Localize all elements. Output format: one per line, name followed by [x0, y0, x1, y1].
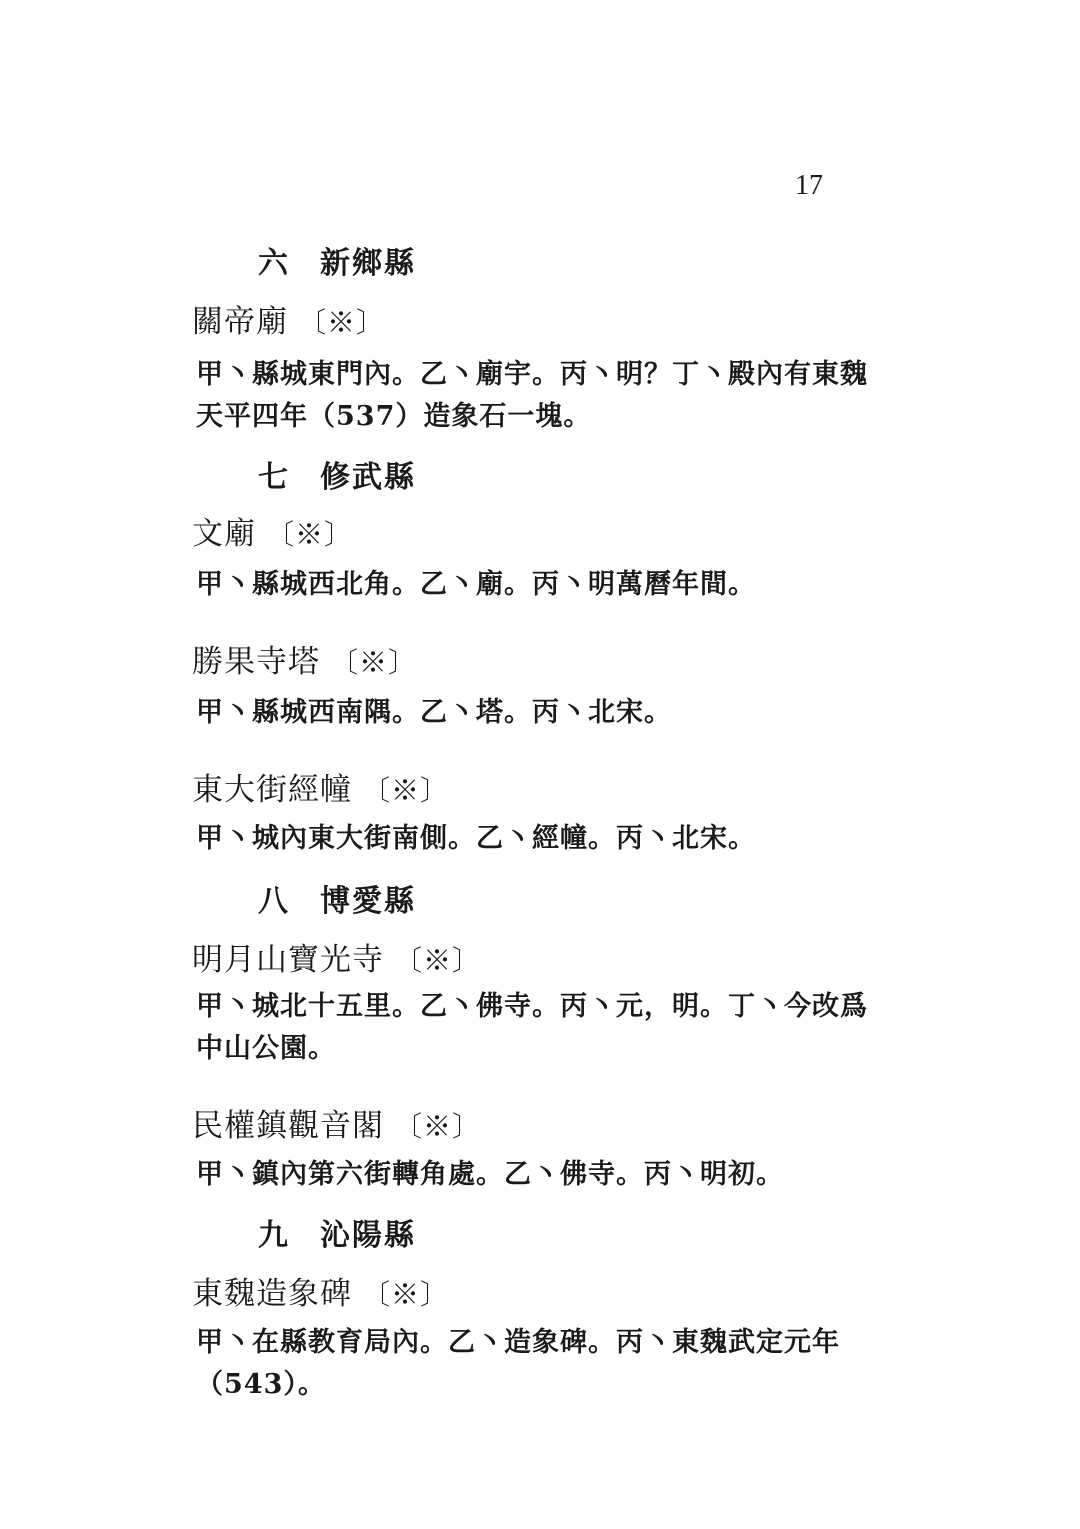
protection-mark: 〔※〕 — [298, 306, 386, 339]
site-title-shengguo-pagoda — [192, 636, 417, 681]
protection-mark: 〔※〕 — [394, 944, 482, 977]
site-description: 甲丶城內東大街南側。乙丶經幢。丙丶北宋。 — [196, 823, 756, 854]
site-title-guandi-temple — [192, 296, 385, 341]
site-title-confucian-temple — [192, 508, 353, 553]
section-number: 六 — [258, 246, 290, 281]
site-title-dongdajie-pillar — [192, 764, 449, 809]
protection-mark: 〔※〕 — [330, 646, 418, 679]
site-description: 甲丶鎮內第六街轉角處。乙丶佛寺。丙丶明初。 — [196, 1159, 784, 1190]
site-description: 甲丶縣城西北角。乙丶廟。丙丶明萬曆年間。 — [196, 569, 756, 600]
protection-mark: 〔※〕 — [266, 518, 354, 551]
site-name: 文廟 — [192, 516, 256, 552]
section-name: 博愛縣 — [320, 884, 416, 919]
section-number: 九 — [258, 1218, 290, 1253]
section-name: 新鄉縣 — [320, 246, 416, 281]
site-description: 甲丶在縣教育局內。乙丶造象碑。丙丶東魏武定元年（543）。 — [196, 1327, 840, 1400]
protection-mark: 〔※〕 — [394, 1110, 482, 1143]
site-name: 明月山寶光寺 — [192, 942, 384, 978]
page-number: 17 — [795, 170, 823, 201]
section-number: 八 — [258, 884, 290, 919]
site-name: 東大街經幢 — [192, 772, 352, 808]
site-name: 民權鎮觀音閣 — [192, 1108, 384, 1144]
section-heading-xinxiang — [258, 238, 416, 282]
site-description: 甲丶縣城東門內。乙丶廟宇。丙丶明？丁丶殿內有東魏天平四年（537）造象石一塊。 — [196, 359, 868, 432]
section-name: 修武縣 — [320, 460, 416, 495]
site-title-baoguang-temple — [192, 934, 481, 979]
site-title-guanyin-pavilion — [192, 1100, 481, 1145]
protection-mark: 〔※〕 — [362, 774, 450, 807]
site-description: 甲丶縣城西南隅。乙丶塔。丙丶北宋。 — [196, 697, 672, 728]
protection-mark: 〔※〕 — [362, 1278, 450, 1311]
site-description: 甲丶城北十五里。乙丶佛寺。丙丶元，明。丁丶今改爲中山公園。 — [196, 991, 868, 1064]
section-name: 沁陽縣 — [320, 1218, 416, 1253]
site-title-eastern-wei-stele — [192, 1268, 449, 1313]
site-name: 勝果寺塔 — [192, 644, 320, 680]
section-heading-qinyang — [258, 1210, 416, 1254]
section-number: 七 — [258, 460, 290, 495]
site-name: 東魏造象碑 — [192, 1276, 352, 1312]
section-heading-boai — [258, 876, 416, 920]
section-heading-xiuwu — [258, 452, 416, 496]
site-name: 關帝廟 — [192, 304, 288, 340]
